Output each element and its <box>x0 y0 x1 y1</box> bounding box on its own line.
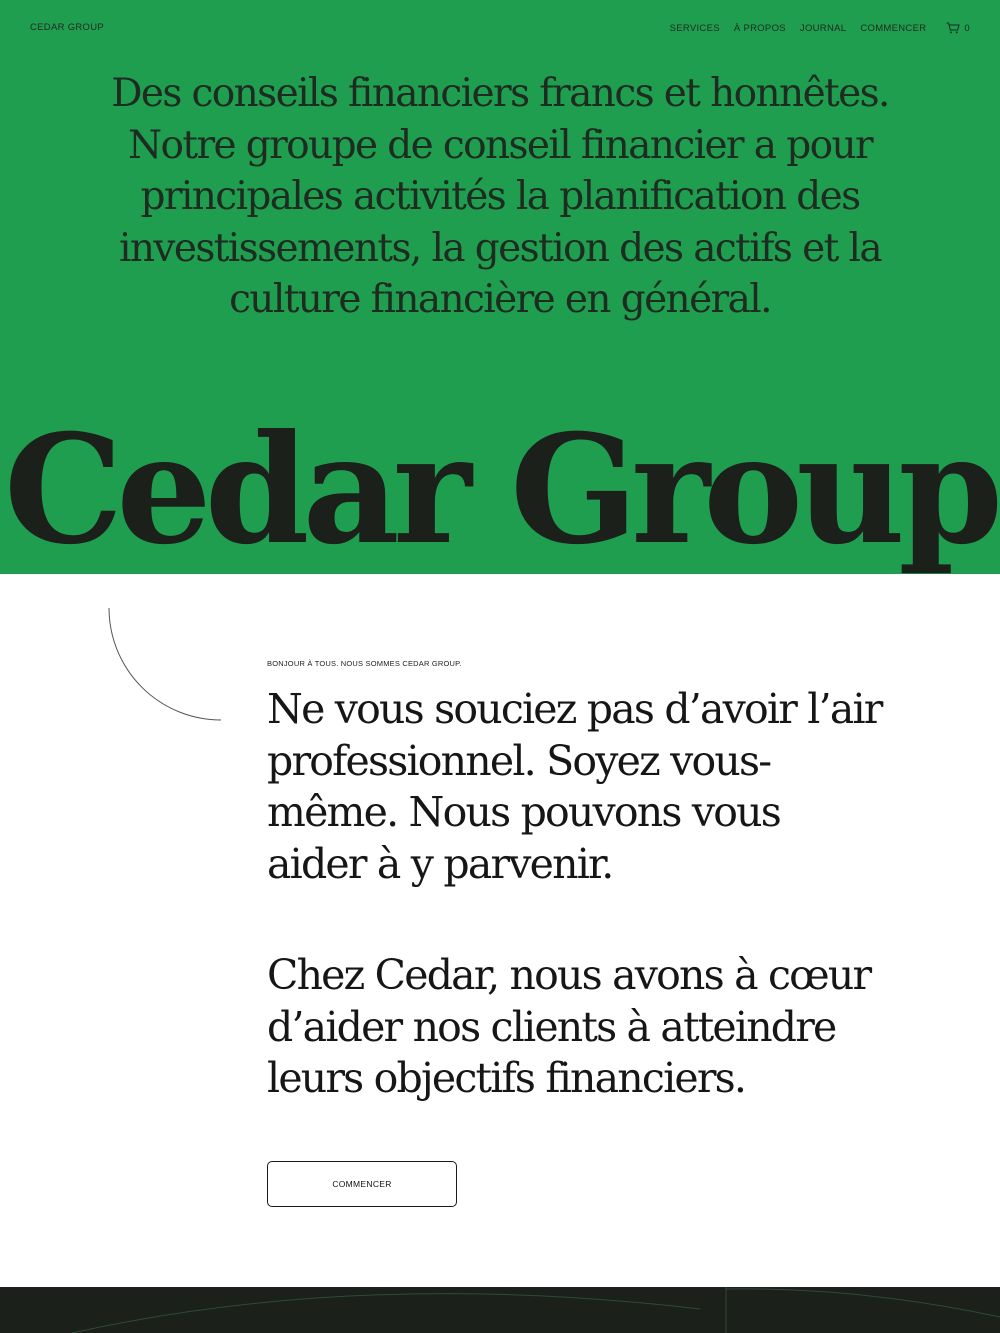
paragraph-line: aider à y parvenir. <box>267 839 613 888</box>
mission-paragraph <box>267 950 917 1105</box>
brand-link[interactable]: CEDAR GROUP <box>30 22 105 33</box>
paragraph-line: professionnel. Soyez vous- <box>267 736 771 785</box>
cart-button[interactable] <box>946 22 970 34</box>
nav-item-journal[interactable]: JOURNAL <box>799 22 847 34</box>
paragraph-line: leurs objectifs financiers. <box>267 1054 746 1102</box>
paragraph-line: Chez Cedar, nous avons à cœur <box>267 951 871 999</box>
section-eyebrow: BONJOUR À TOUS. NOUS SOMMES CEDAR GROUP. <box>267 659 462 668</box>
hero-intro <box>60 68 940 326</box>
intro-paragraph <box>267 684 917 890</box>
cart-icon <box>946 22 960 34</box>
paragraph-line: même. Nous pouvons vous <box>267 788 780 836</box>
paragraph-line: d’aider nos clients à atteindre <box>267 1002 836 1051</box>
hero-intro-line: Notre groupe de conseil financier a pour <box>127 122 873 168</box>
hero-intro-line: Des conseils financiers francs et honnêtes. <box>111 71 889 116</box>
cart-count: 0 <box>964 22 970 34</box>
nav-item-commencer[interactable]: COMMENCER <box>860 22 927 34</box>
paragraph-line: Ne vous souciez pas d’avoir l’air <box>267 685 882 733</box>
hero-intro-line: investissements, la gestion des actifs et la <box>119 225 881 271</box>
hero-intro-line: principales activités la planification des <box>140 174 860 219</box>
hero-section <box>0 0 1000 574</box>
nav-item-a-propos[interactable]: À PROPOS <box>733 22 786 34</box>
hero-intro-line: culture financière en général. <box>229 277 771 322</box>
decorative-arc <box>108 608 224 724</box>
footer-decorative-lines <box>0 1287 1000 1333</box>
commencer-button[interactable]: COMMENCER <box>267 1161 457 1207</box>
main-nav <box>670 22 970 34</box>
nav-item-services[interactable]: SERVICES <box>669 22 720 34</box>
footer-section <box>0 1287 1000 1333</box>
wordmark-title: Cedar Group <box>3 402 997 574</box>
